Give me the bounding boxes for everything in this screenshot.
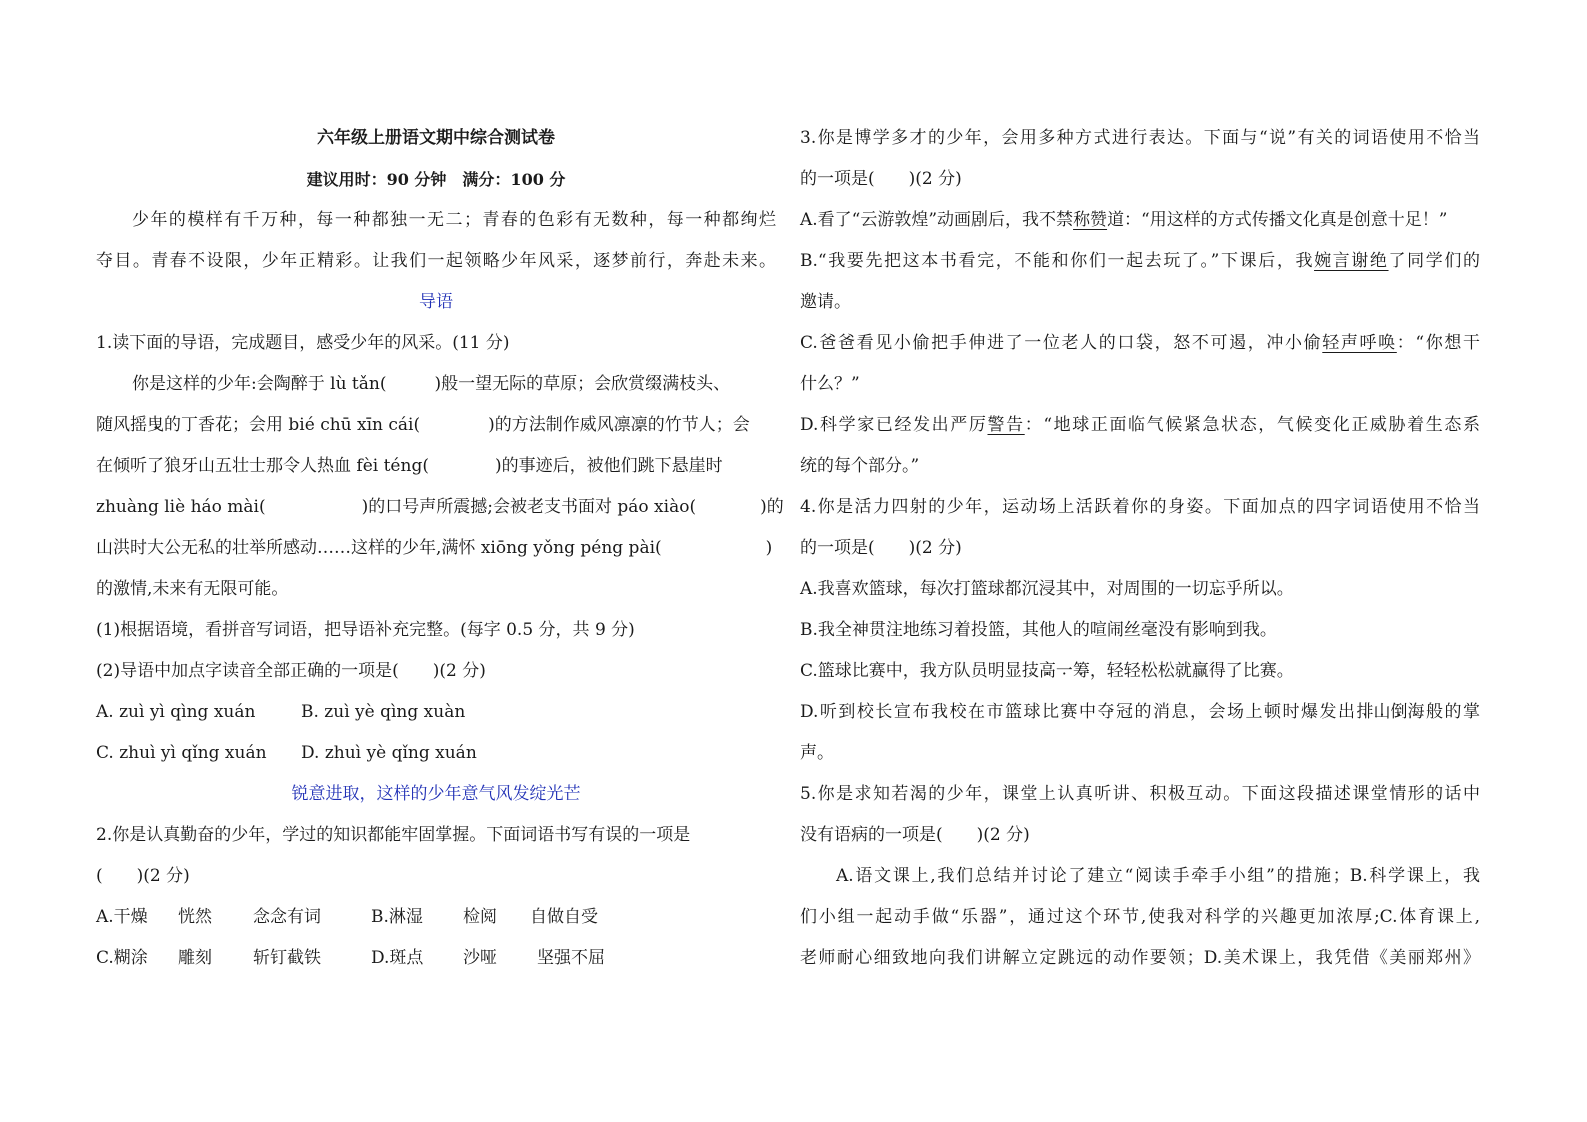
page-title: 六年级上册语文期中综合测试卷 <box>317 128 555 148</box>
dotted-char: 全 · <box>835 610 852 651</box>
passage-line-5: 山洪时大公无私的壮举所感动……这样的少年,满怀 xiōng yǒng péng pài( ) <box>96 538 773 558</box>
question-3: 3.你是博学多才的少年，会用多种方式进行表达。下面与“说”有关的词语使用不恰当 <box>800 128 1480 148</box>
dotted-char: 倒 · <box>1390 692 1407 733</box>
q3-option-b[interactable]: B.“我要先把这本书看完，不能和你们一起去玩了。”下课后，我婉言谢绝了同学们的 <box>800 251 1480 271</box>
dotted-char: 筹 · <box>1073 651 1090 692</box>
passage-line-4: zhuàng liè háo mài( )的口号声所震撼;会被老支书面对 páo xiào( )的 <box>96 497 784 517</box>
passage-line-2: 随风摇曳 ·的丁香花；会用 bié chū xīn cái( )的方法制作威风凛凛 ·的竹节人；会 <box>96 405 776 446</box>
underlined-word: 称赞 <box>1073 210 1108 230</box>
option-c[interactable]: C.糊涂 <box>96 948 148 968</box>
dotted-char: 技 · <box>1022 651 1039 692</box>
q3-option-a[interactable]: A.看了“云游敦煌”动画剧后，我不禁称赞道：“用这样的方式传播文化真是创意十足！” <box>800 210 1448 230</box>
question-1-2: (2)导语中加点字读音全部正确的一项是( )(2 分) <box>96 661 486 681</box>
question-1: 1.读下面的导语，完成题目，感受少年的风采。(11 分) <box>96 333 510 353</box>
question-2: 2.你是认真勤奋的少年，学过的知识都能牢固掌握。下面词语书写有误的一项是 <box>96 825 691 845</box>
question-4-tail: 的一项是( )(2 分) <box>800 538 962 558</box>
dotted-char: 缀 · <box>645 364 662 405</box>
q5-passage-line-3: 老师耐心细致地向我们讲解立定跳远的动作要领；D.美术课上，我凭借《美丽郑州》 <box>800 948 1480 968</box>
question-5-tail: 没有语病的一项是( )(2 分) <box>800 825 1030 845</box>
option-b[interactable]: B.淋湿 <box>371 907 423 927</box>
option-d[interactable]: D.斑点 <box>371 948 424 968</box>
question-4: 4.你是活力四射的少年，运动场上活跃着你的身姿。下面加点的四字词语使用不恰当 <box>800 497 1480 517</box>
q4-option-a[interactable]: A.我喜欢篮球，每次打篮球都沉浸其中，对周围的一切忘 ·乎 ·所 ·以 ·。 <box>800 569 1480 610</box>
q3-option-c-cont: 什么？” <box>800 374 860 394</box>
q4-option-c[interactable]: C.篮球比赛中，我方队员明显技 ·高 ·一 ·筹 ·，轻轻松松就赢得了比赛。 <box>800 651 1480 692</box>
dotted-idiom <box>1022 661 1090 681</box>
dotted-idiom <box>835 620 903 640</box>
q1-options-row-1 <box>96 692 776 733</box>
right-column <box>800 118 1480 979</box>
q3-option-d-cont: 统的每个部分。” <box>800 456 920 476</box>
section-heading-guide: 导语 <box>419 292 453 312</box>
option-c[interactable]: C. zhuì yì qǐng xuán <box>96 743 267 763</box>
passage-line-6: 的激情,未来有无限可能。 <box>96 579 289 599</box>
dotted-char: 排 · <box>1356 692 1373 733</box>
q4-option-d-cont: 声。 <box>800 743 834 763</box>
question-5: 5.你是求知若渴的少年，课堂上认真听讲、积极互动。下面这段描述课堂情形的话中 <box>800 784 1480 804</box>
q2-options-row-1: A.干燥 恍然 念念有词 B.淋湿 检阅 自做自受 <box>96 897 776 938</box>
q5-passage-line-1: A.语文课上,我们总结并讨论了建立“阅读手牵手小组”的措施；B.科学课上，我 <box>836 866 1480 886</box>
dotted-char: 乎 · <box>1226 569 1243 610</box>
q2-options-row-2: C.糊涂 雕刻 斩钉截铁 D.斑点 沙哑 坚强不屈 <box>96 938 776 979</box>
option-b[interactable]: B. zuì yè qìng xuàn <box>301 702 466 722</box>
q1-options-row-2 <box>96 733 776 774</box>
question-1-1: (1)根据语境，看拼音写词语，把导语补充完整。(每字 0.5 分，共 9 分) <box>96 620 635 640</box>
dotted-char: 一 · <box>1056 651 1073 692</box>
dotted-char: 注 · <box>886 610 903 651</box>
dotted-char: 山 · <box>1373 692 1390 733</box>
left-column <box>96 118 784 979</box>
dotted-char: 以 · <box>1260 569 1277 610</box>
underlined-word: 警告 <box>987 415 1025 435</box>
dotted-char: 贯 · <box>869 610 886 651</box>
dotted-idiom <box>1356 702 1424 722</box>
dotted-char: 悬 · <box>672 446 689 487</box>
dotted-char: 忘 · <box>1209 569 1226 610</box>
underlined-word: 婉言谢绝 <box>1314 251 1389 271</box>
dotted-char: 高 · <box>1039 651 1056 692</box>
question-3-tail: 的一项是( )(2 分) <box>800 169 962 189</box>
q4-option-d[interactable]: D.听到校长宣布我校在市篮球比赛中夺冠的消息，会场上顿时爆发出排 ·山 ·倒 ·海 ·般的掌 <box>800 692 1480 733</box>
passage-line-1: 你是这样的少年:会陶醉于 lù tǎn( )般一望无际的草原；会欣赏缀 ·满枝头、 <box>96 364 776 405</box>
underlined-word: 轻声呼唤 <box>1322 333 1397 353</box>
exam-time-score: 建议用时：90 分钟 满分：100 分 <box>306 170 566 189</box>
q5-passage-line-2: 们小组一起动手做“乐器”，通过这个环节,使我对科学的兴趣更加浓厚;C.体育课上, <box>800 907 1480 927</box>
q4-option-b[interactable]: B.我全 ·神 ·贯 ·注 ·地练习着投篮，其他人的喧闹丝毫没有影响到我。 <box>800 610 1480 651</box>
option-a[interactable]: A.干燥 <box>96 907 148 927</box>
dotted-char: 凛 · <box>631 405 648 446</box>
q3-option-d[interactable]: D.科学家已经发出严厉警告：“地球正面临气候紧急状态，气候变化正威胁着生态系 <box>800 415 1480 435</box>
option-d[interactable]: D. zhuì yè qǐng xuán <box>301 743 477 763</box>
section-heading-2: 锐意进取，这样的少年意气风发绽光芒 <box>291 784 581 804</box>
question-2-score: ( )(2 分) <box>96 866 190 886</box>
option-a[interactable]: A. zuì yì qìng xuán <box>96 702 256 722</box>
dotted-char: 神 · <box>852 610 869 651</box>
passage-line-3: 在倾听了狼牙山五壮士那令人热血 fèi téng( )的事迹后，被他们跳下悬 ·崖时 <box>96 446 776 487</box>
intro-line-2: 夺目。青春不设限，少年正精彩。让我们一起领略少年风采，逐梦前行，奔赴未来。 <box>96 251 776 271</box>
dotted-idiom <box>1209 579 1277 599</box>
q3-option-b-cont: 邀请。 <box>800 292 851 312</box>
dotted-char: 所 · <box>1243 569 1260 610</box>
dotted-char: 海 · <box>1407 692 1424 733</box>
q3-option-c[interactable]: C.爸爸看见小偷把手伸进了一位老人的口袋，怒不可遏，冲小偷轻声呼唤：“你想干 <box>800 333 1480 353</box>
intro-line-1: 少年的模样有千万种，每一种都独一无二；青春的色彩有无数种，每一种都绚烂 <box>132 210 776 230</box>
dotted-char: 曳 · <box>147 405 164 446</box>
